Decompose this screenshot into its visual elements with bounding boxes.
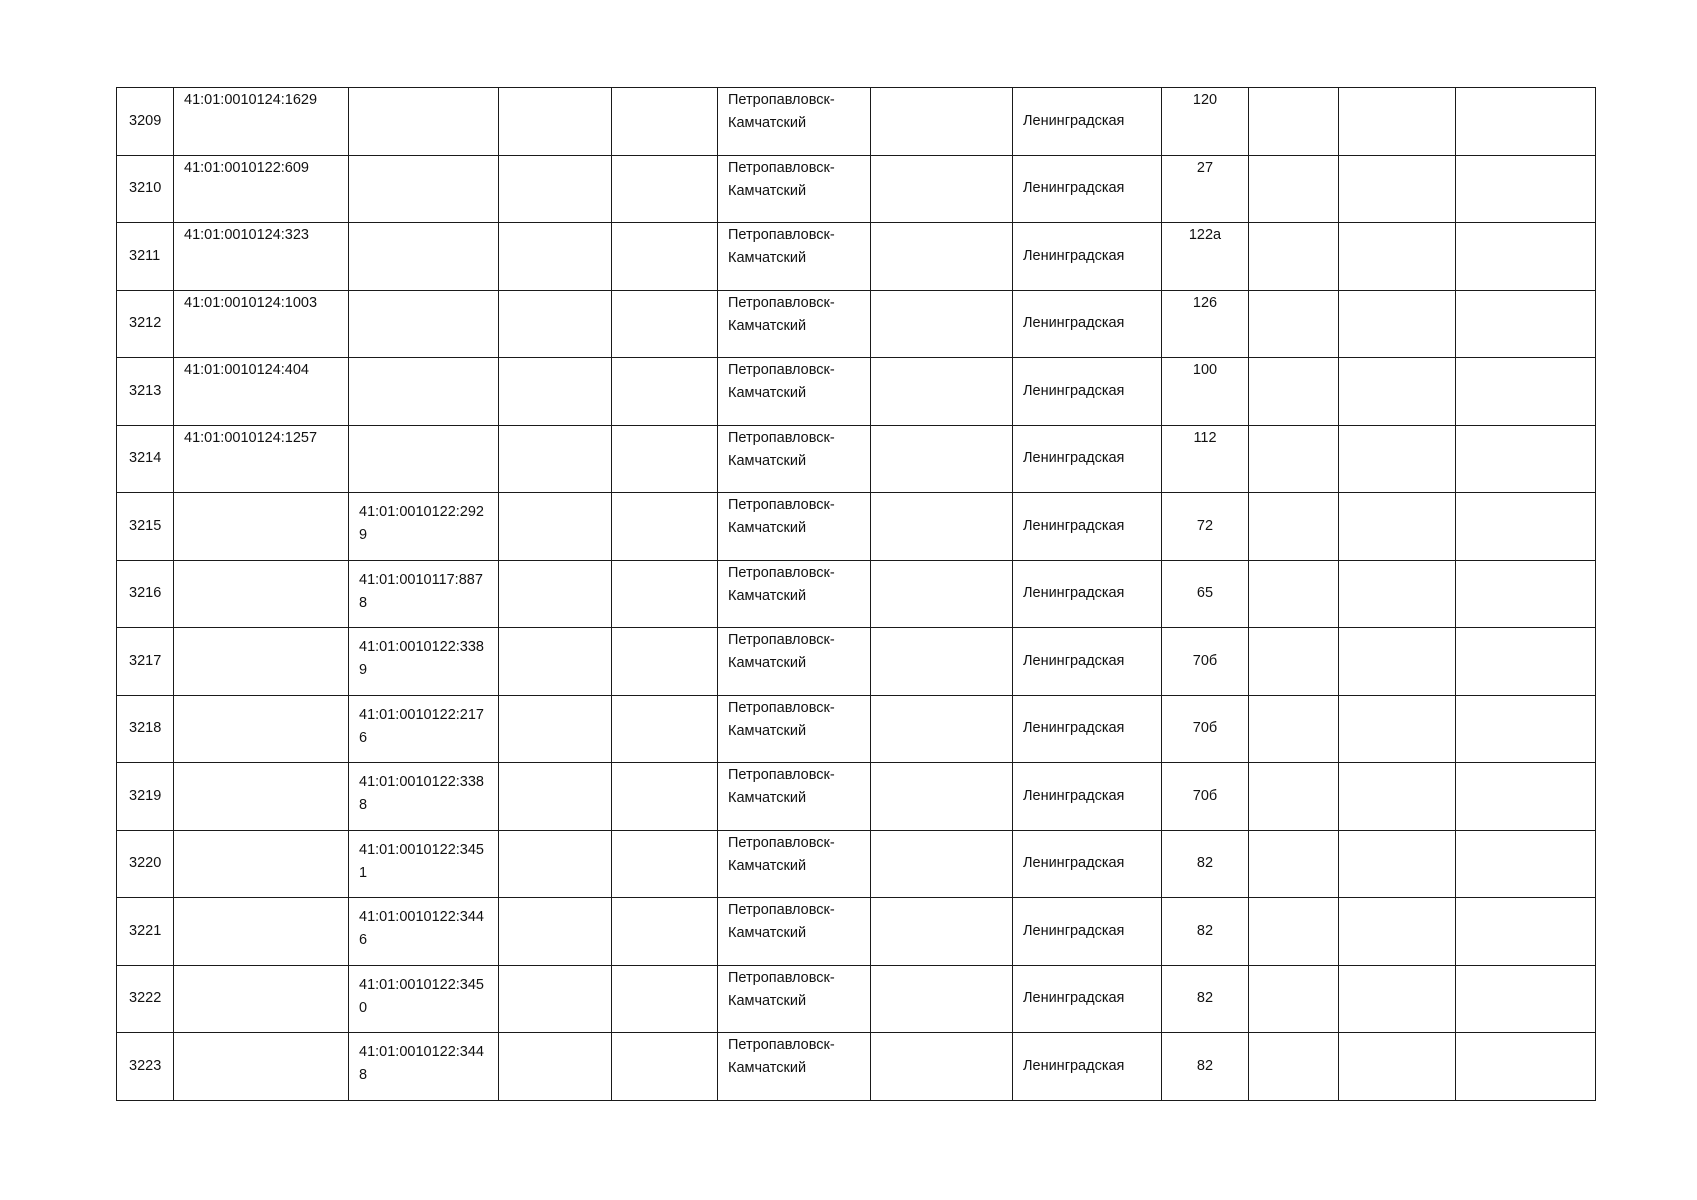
land-cadastral-number-cell (174, 695, 349, 763)
empty-cell-col5 (612, 358, 718, 426)
table-row (117, 898, 1596, 966)
empty-cell-col4 (499, 830, 612, 898)
empty-cell-col4 (499, 1033, 612, 1101)
empty-cell-col4 (499, 628, 612, 696)
empty-cell-col5 (612, 425, 718, 493)
street-cell: Ленинградская (1013, 425, 1162, 493)
building-cadastral-number-cell: 41:01:0010122:2176 (349, 695, 499, 763)
land-cadastral-number-cell: 41:01:0010122:609 (174, 155, 349, 223)
land-cadastral-number-cell: 41:01:0010124:404 (174, 358, 349, 426)
land-cadastral-number-cell (174, 628, 349, 696)
city-line-1: Петропавловск- (728, 699, 835, 716)
house-number-cell: 65 (1162, 560, 1249, 628)
building-cadastral-number-cell: 41:01:0010122:3388 (349, 763, 499, 831)
city-line-2: Камчатский (728, 790, 807, 806)
city-line-2: Камчатский (728, 722, 807, 739)
city-line-2: Камчатский (728, 857, 807, 874)
empty-cell-col5 (612, 493, 718, 561)
empty-cell-col4 (499, 290, 612, 358)
empty-cell-col5 (612, 290, 718, 358)
empty-cell-col4 (499, 155, 612, 223)
land-cadastral-number-cell (174, 830, 349, 898)
empty-cell-col7 (871, 290, 1013, 358)
city-cell (718, 358, 871, 426)
empty-cell-col12 (1456, 695, 1596, 763)
city-cell (718, 1033, 871, 1101)
city-line-1: Петропавловск- (728, 834, 835, 851)
house-number-cell: 72 (1162, 493, 1249, 561)
empty-cell-col4 (499, 898, 612, 966)
city-line-1: Петропавловск- (728, 227, 835, 243)
empty-cell-col4 (499, 425, 612, 493)
empty-cell-col10 (1249, 88, 1339, 156)
street-cell: Ленинградская (1013, 898, 1162, 966)
street-cell: Ленинградская (1013, 493, 1162, 561)
empty-cell-col12 (1456, 628, 1596, 696)
empty-cell-col11 (1339, 223, 1456, 291)
building-cadastral-number-cell: 41:01:0010122:3446 (349, 898, 499, 966)
house-number-cell: 82 (1162, 898, 1249, 966)
street-cell: Ленинградская (1013, 965, 1162, 1033)
land-cadastral-number-cell (174, 763, 349, 831)
city-cell (718, 425, 871, 493)
empty-cell-col4 (499, 763, 612, 831)
street-cell: Ленинградская (1013, 560, 1162, 628)
empty-cell-col7 (871, 155, 1013, 223)
empty-cell-col5 (612, 88, 718, 156)
empty-cell-col7 (871, 358, 1013, 426)
house-number-cell: 70б (1162, 763, 1249, 831)
street-cell: Ленинградская (1013, 155, 1162, 223)
house-number-cell: 120 (1162, 88, 1249, 156)
empty-cell-col11 (1339, 695, 1456, 763)
building-cadastral-number-cell: 41:01:0010122:3451 (349, 830, 499, 898)
city-line-1: Петропавловск- (728, 564, 835, 581)
empty-cell-col12 (1456, 88, 1596, 156)
empty-cell-col5 (612, 898, 718, 966)
empty-cell-col7 (871, 830, 1013, 898)
city-line-1: Петропавловск- (728, 429, 835, 446)
city-line-2: Камчатский (728, 250, 807, 266)
street-cell: Ленинградская (1013, 695, 1162, 763)
empty-cell-col5 (612, 763, 718, 831)
empty-cell-col7 (871, 493, 1013, 561)
empty-cell-col10 (1249, 695, 1339, 763)
empty-cell-col5 (612, 628, 718, 696)
empty-cell-col5 (612, 1033, 718, 1101)
land-cadastral-number-cell (174, 898, 349, 966)
street-cell: Ленинградская (1013, 830, 1162, 898)
row-number-cell: 3215 (117, 493, 174, 561)
empty-cell-col5 (612, 223, 718, 291)
empty-cell-col10 (1249, 560, 1339, 628)
empty-cell-col11 (1339, 155, 1456, 223)
empty-cell-col12 (1456, 290, 1596, 358)
house-number-cell: 82 (1162, 1033, 1249, 1101)
city-cell (718, 493, 871, 561)
empty-cell-col5 (612, 965, 718, 1033)
empty-cell-col12 (1456, 358, 1596, 426)
empty-cell-col12 (1456, 223, 1596, 291)
row-number-cell: 3216 (117, 560, 174, 628)
city-line-2: Камчатский (728, 385, 807, 401)
city-line-1: Петропавловск- (728, 902, 835, 918)
city-cell (718, 290, 871, 358)
empty-cell-col11 (1339, 560, 1456, 628)
city-cell (718, 628, 871, 696)
table-row (117, 88, 1596, 156)
row-number-cell: 3221 (117, 898, 174, 966)
city-line-2: Камчатский (728, 317, 807, 334)
house-number-cell: 112 (1162, 425, 1249, 493)
empty-cell-col12 (1456, 830, 1596, 898)
empty-cell-col10 (1249, 965, 1339, 1033)
empty-cell-col10 (1249, 358, 1339, 426)
building-cadastral-number-cell (349, 155, 499, 223)
table-row (117, 628, 1596, 696)
empty-cell-col12 (1456, 425, 1596, 493)
land-cadastral-number-cell: 41:01:0010124:323 (174, 223, 349, 291)
empty-cell-col10 (1249, 290, 1339, 358)
row-number-cell: 3214 (117, 425, 174, 493)
building-cadastral-number-cell: 41:01:0010122:3450 (349, 965, 499, 1033)
house-number-cell: 82 (1162, 830, 1249, 898)
empty-cell-col4 (499, 560, 612, 628)
city-line-1: Петропавловск- (728, 362, 835, 378)
empty-cell-col11 (1339, 358, 1456, 426)
building-cadastral-number-cell (349, 223, 499, 291)
table-row (117, 965, 1596, 1033)
house-number-cell: 82 (1162, 965, 1249, 1033)
street-cell: Ленинградская (1013, 763, 1162, 831)
street-cell: Ленинградская (1013, 223, 1162, 291)
city-cell (718, 155, 871, 223)
building-cadastral-number-cell: 41:01:0010117:8878 (349, 560, 499, 628)
city-cell (718, 830, 871, 898)
city-line-1: Петропавловск- (728, 159, 835, 176)
registry-body (117, 88, 1596, 1101)
city-line-1: Петропавловск- (728, 92, 835, 108)
empty-cell-col10 (1249, 425, 1339, 493)
empty-cell-col7 (871, 223, 1013, 291)
land-cadastral-number-cell (174, 493, 349, 561)
city-line-2: Камчатский (728, 115, 807, 131)
house-number-cell: 27 (1162, 155, 1249, 223)
table-row (117, 493, 1596, 561)
building-cadastral-number-cell (349, 358, 499, 426)
land-cadastral-number-cell (174, 965, 349, 1033)
row-number-cell: 3218 (117, 695, 174, 763)
document-page (116, 87, 1595, 1101)
empty-cell-col7 (871, 560, 1013, 628)
table-row (117, 358, 1596, 426)
city-line-2: Камчатский (728, 992, 807, 1009)
street-cell: Ленинградская (1013, 628, 1162, 696)
empty-cell-col10 (1249, 223, 1339, 291)
empty-cell-col11 (1339, 763, 1456, 831)
row-number-cell: 3222 (117, 965, 174, 1033)
table-row (117, 425, 1596, 493)
empty-cell-col11 (1339, 1033, 1456, 1101)
empty-cell-col4 (499, 695, 612, 763)
city-line-1: Петропавловск- (728, 632, 835, 648)
building-cadastral-number-cell: 41:01:0010122:3389 (349, 628, 499, 696)
empty-cell-col4 (499, 493, 612, 561)
empty-cell-col10 (1249, 155, 1339, 223)
city-line-2: Камчатский (728, 520, 807, 536)
land-cadastral-number-cell: 41:01:0010124:1629 (174, 88, 349, 156)
street-cell: Ленинградская (1013, 88, 1162, 156)
building-cadastral-number-cell: 41:01:0010122:2929 (349, 493, 499, 561)
empty-cell-col12 (1456, 1033, 1596, 1101)
city-line-2: Камчатский (728, 182, 807, 199)
row-number-cell: 3209 (117, 88, 174, 156)
empty-cell-col11 (1339, 88, 1456, 156)
city-cell (718, 560, 871, 628)
empty-cell-col10 (1249, 493, 1339, 561)
empty-cell-col11 (1339, 425, 1456, 493)
building-cadastral-number-cell (349, 88, 499, 156)
table-row (117, 763, 1596, 831)
house-number-cell: 70б (1162, 695, 1249, 763)
city-cell (718, 965, 871, 1033)
empty-cell-col11 (1339, 898, 1456, 966)
row-number-cell: 3212 (117, 290, 174, 358)
empty-cell-col12 (1456, 560, 1596, 628)
row-number-cell: 3219 (117, 763, 174, 831)
empty-cell-col12 (1456, 155, 1596, 223)
house-number-cell: 126 (1162, 290, 1249, 358)
empty-cell-col5 (612, 155, 718, 223)
land-cadastral-number-cell (174, 1033, 349, 1101)
empty-cell-col10 (1249, 830, 1339, 898)
empty-cell-col12 (1456, 965, 1596, 1033)
land-cadastral-number-cell (174, 560, 349, 628)
city-line-2: Камчатский (728, 452, 807, 469)
empty-cell-col5 (612, 830, 718, 898)
empty-cell-col11 (1339, 830, 1456, 898)
table-row (117, 830, 1596, 898)
row-number-cell: 3220 (117, 830, 174, 898)
house-number-cell: 100 (1162, 358, 1249, 426)
empty-cell-col7 (871, 425, 1013, 493)
empty-cell-col4 (499, 358, 612, 426)
empty-cell-col5 (612, 695, 718, 763)
building-cadastral-number-cell (349, 425, 499, 493)
city-cell (718, 898, 871, 966)
empty-cell-col12 (1456, 898, 1596, 966)
empty-cell-col7 (871, 695, 1013, 763)
empty-cell-col11 (1339, 965, 1456, 1033)
city-cell (718, 763, 871, 831)
row-number-cell: 3217 (117, 628, 174, 696)
city-line-2: Камчатский (728, 587, 807, 604)
row-number-cell: 3211 (117, 223, 174, 291)
table-row (117, 1033, 1596, 1101)
table-row (117, 223, 1596, 291)
empty-cell-col5 (612, 560, 718, 628)
row-number-cell: 3223 (117, 1033, 174, 1101)
city-line-2: Камчатский (728, 925, 807, 941)
empty-cell-col10 (1249, 1033, 1339, 1101)
empty-cell-col7 (871, 898, 1013, 966)
city-line-1: Петропавловск- (728, 1037, 835, 1053)
empty-cell-col11 (1339, 493, 1456, 561)
row-number-cell: 3213 (117, 358, 174, 426)
empty-cell-col4 (499, 965, 612, 1033)
building-cadastral-number-cell: 41:01:0010122:3448 (349, 1033, 499, 1101)
empty-cell-col4 (499, 88, 612, 156)
city-cell (718, 695, 871, 763)
empty-cell-col11 (1339, 290, 1456, 358)
land-cadastral-number-cell: 41:01:0010124:1257 (174, 425, 349, 493)
city-cell (718, 88, 871, 156)
building-cadastral-number-cell (349, 290, 499, 358)
city-line-2: Камчатский (728, 1060, 807, 1076)
empty-cell-col12 (1456, 763, 1596, 831)
empty-cell-col7 (871, 88, 1013, 156)
empty-cell-col12 (1456, 493, 1596, 561)
city-line-1: Петропавловск- (728, 497, 835, 513)
empty-cell-col4 (499, 223, 612, 291)
land-cadastral-number-cell: 41:01:0010124:1003 (174, 290, 349, 358)
table-row (117, 560, 1596, 628)
house-number-cell: 122а (1162, 223, 1249, 291)
table-row (117, 695, 1596, 763)
empty-cell-col7 (871, 965, 1013, 1033)
city-line-1: Петропавловск- (728, 969, 835, 986)
street-cell: Ленинградская (1013, 1033, 1162, 1101)
street-cell: Ленинградская (1013, 290, 1162, 358)
city-line-1: Петропавловск- (728, 767, 835, 783)
city-line-2: Камчатский (728, 655, 807, 671)
house-number-cell: 70б (1162, 628, 1249, 696)
empty-cell-col10 (1249, 898, 1339, 966)
empty-cell-col10 (1249, 763, 1339, 831)
street-cell: Ленинградская (1013, 358, 1162, 426)
empty-cell-col7 (871, 628, 1013, 696)
table-row (117, 155, 1596, 223)
empty-cell-col7 (871, 1033, 1013, 1101)
empty-cell-col10 (1249, 628, 1339, 696)
city-cell (718, 223, 871, 291)
table-row (117, 290, 1596, 358)
registry-table (116, 87, 1596, 1101)
city-line-1: Петропавловск- (728, 294, 835, 311)
empty-cell-col11 (1339, 628, 1456, 696)
empty-cell-col7 (871, 763, 1013, 831)
row-number-cell: 3210 (117, 155, 174, 223)
